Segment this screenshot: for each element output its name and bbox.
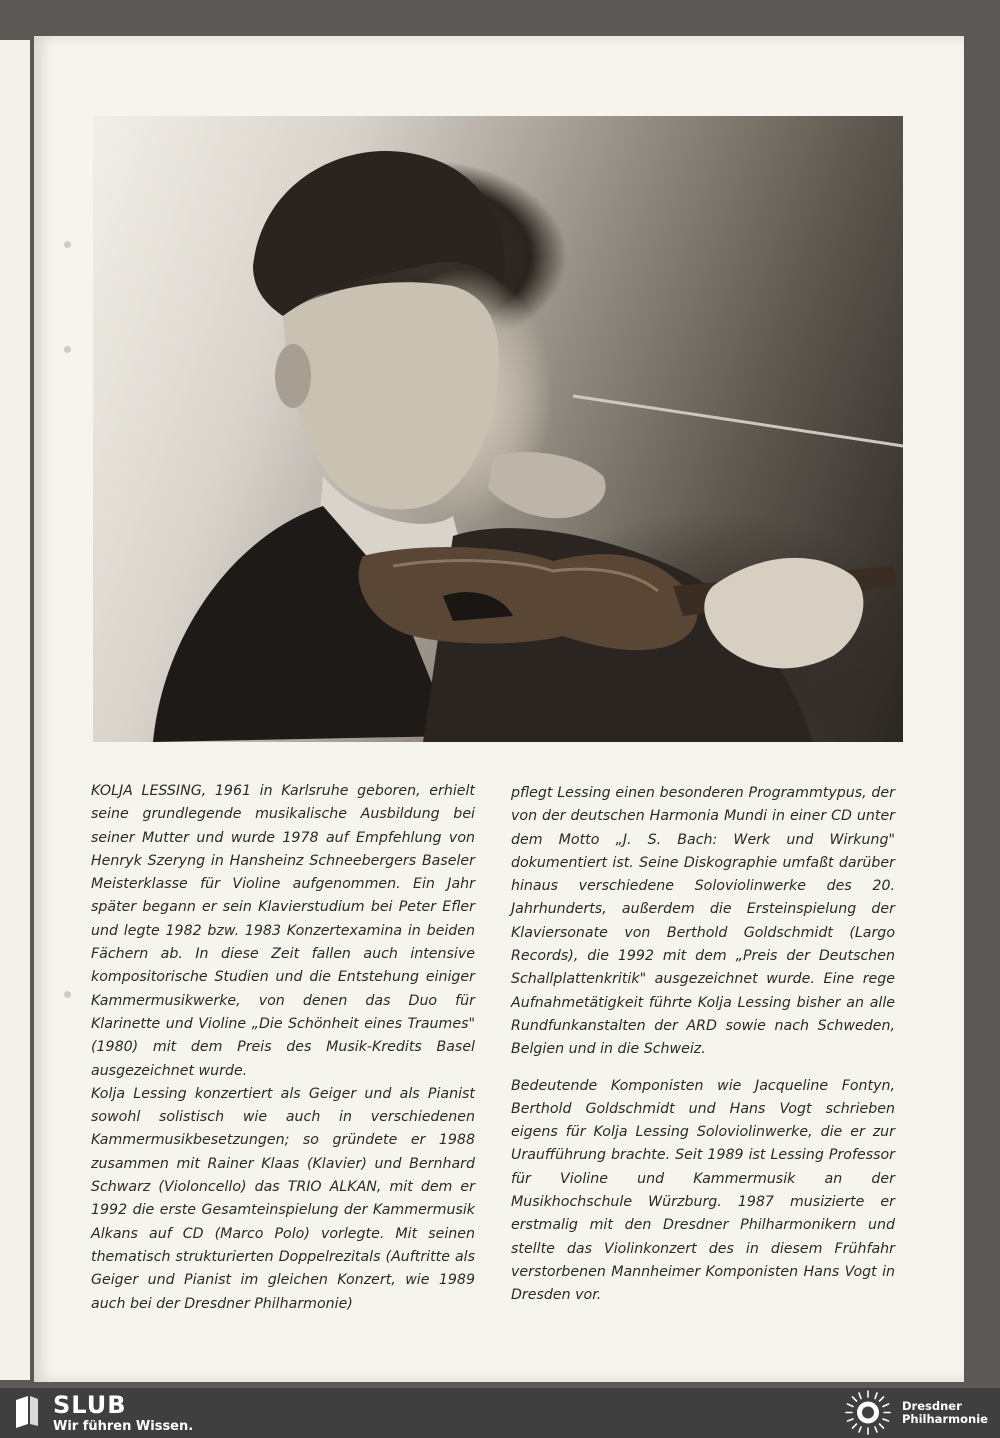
article-paragraph: KOLJA LESSING, 1961 in Karlsruhe geboren, erhielt seine grundlegende musikalische Ausbildung bei seiner Mutter und wurde 1978 auf Empfehlung von Henryk Szeryng in Hansheinz Schneebergers Baseler Meisterklasse für Violine aufgenommen. Ein Jahr später begann er sein Klavierstudium bei Peter Efler und legte 1982 bzw. 1983 Konzertexamina in beiden Fächern ab. In diese Zeit fallen auch intensive kompositorische Studien und die Entstehung einiger Kammermusikwerke, von denen das Duo für Klarinette und Violine „Die Schönheit eines Traumes" (1980) mit dem Preis des Musik-Kredits Basel ausgezeichnet wurde.: [91, 783, 475, 1079]
binding-hole: [64, 991, 71, 998]
book-icon: [14, 1396, 40, 1428]
partner-name[interactable]: [902, 1400, 988, 1426]
violinist-photo: [93, 116, 903, 742]
library-tagline: Wir führen Wissen.: [53, 1419, 194, 1434]
sunburst-logo-icon[interactable]: [842, 1389, 894, 1436]
article-paragraph: Bedeutende Komponisten wie Jacqueline Fontyn, Berthold Goldschmidt und Hans Vogt schrieben eigens für Kolja Lessing Soloviolinwerke, die er zur Uraufführung brachte. Seit 1989 ist Lessing Professor für Violine und Kammermusik an der Musikhochschule Würzburg. 1987 musizierte er erstmalig mit den Dresdner Philharmonikern und stellte das Violinkonzert des in diesem Frühfahr verstorbenen Mannheimer Komponisten Hans Vogt in Dresden vor.: [511, 1077, 895, 1304]
violinist-photo-illustration: [93, 116, 903, 742]
binding-hole: [64, 346, 71, 353]
article-paragraph: Kolja Lessing konzertiert als Geiger und als Pianist sowohl solistisch wie auch in verschiedenen Kammermusikbesetzungen; so gründete er 1988 zusammen mit Rainer Klaas (Klavier) und Bernhard Schwarz (Violoncello) das TRIO ALKAN, mit dem er 1992 die erste Gesamteinspielung der Kammermusik Alkans auf CD (Marco Polo) vorlegte. Mit seinen thematisch strukturierten Doppelrezitals (Auftritte als Geiger und Pianist im gleichen Konzert, wie 1989 auch bei der Dresdner Philharmonie): [91, 1085, 475, 1312]
article-left-column: [91, 780, 475, 1316]
partner-name-line1: Dresdner: [902, 1399, 962, 1413]
facing-page-edge: [0, 40, 30, 1380]
partner-name-line2: Philharmonie: [902, 1412, 988, 1426]
library-name[interactable]: SLUB: [53, 1391, 127, 1419]
article-right-column: [511, 782, 895, 1308]
binding-hole: [64, 241, 71, 248]
viewer-footer-bar: [0, 1388, 1000, 1438]
article-paragraph: pflegt Lessing einen besonderen Programmtypus, der von der deutschen Harmonia Mundi in einer CD unter dem Motto „J. S. Bach: Werk und Wirkung" dokumentiert ist. Seine Diskographie umfaßt darüber hinaus verschiedene Soloviolinwerke des 20. Jahrhunderts, außerdem die Ersteinspielung der Klaviersonate von Berthold Goldschmidt (Largo Records), die 1992 mit dem „Preis der Deutschen Schallplattenkritik" ausgezeichnet wurde. Eine rege Aufnahmetätigkeit führte Kolja Lessing bisher an alle Rundfunkanstalten der ARD sowie nach Schweden, Belgien und in die Schweiz.: [511, 785, 895, 1058]
